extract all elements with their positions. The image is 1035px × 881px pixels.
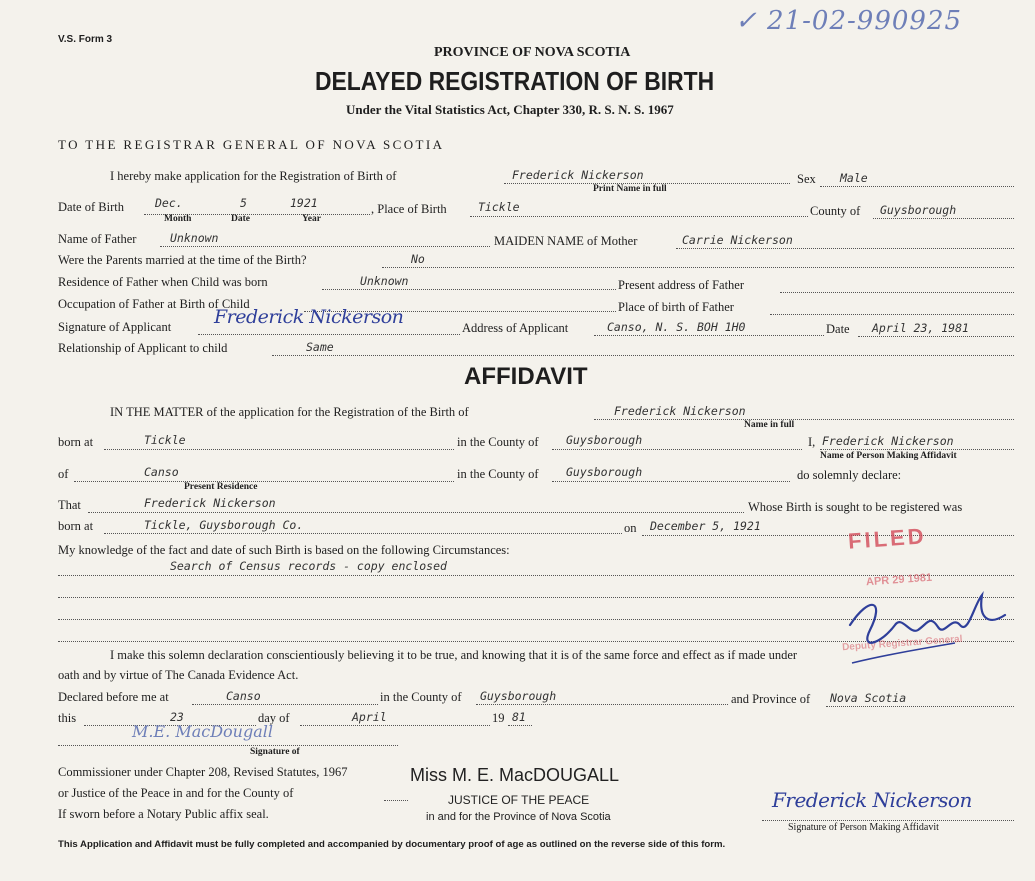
filed-stamp-date: APR 29 1981 [865, 571, 933, 589]
day-of-label: day of [258, 711, 290, 725]
born-at-value[interactable]: Tickle [144, 433, 186, 447]
matter-name-caption: Name in full [744, 420, 795, 430]
that-name[interactable]: Frederick Nickerson [144, 496, 276, 510]
on-label: on [624, 521, 637, 535]
signature-label: Signature of Applicant [58, 320, 172, 334]
declare-label: do solemnly declare: [797, 468, 902, 482]
child-name[interactable]: Frederick Nickerson [512, 168, 644, 182]
province-value[interactable]: Nova Scotia [830, 691, 907, 705]
address-value[interactable]: Canso, N. S. BOH 1H0 [607, 320, 746, 334]
date-value[interactable]: April 23, 1981 [872, 321, 969, 335]
page-title: DELAYED REGISTRATION OF BIRTH [315, 66, 715, 96]
jp-stamp-region: in and for the Province of Nova Scotia [426, 811, 611, 823]
filed-stamp-label: FILED [847, 523, 928, 554]
married-value[interactable]: No [411, 252, 425, 266]
mother-value[interactable]: Carrie Nickerson [682, 233, 793, 247]
residence-value[interactable]: Unknown [360, 274, 409, 288]
name-caption: Print Name in full [593, 184, 667, 194]
filed-stamp-office: Deputy Registrar General [841, 633, 963, 654]
declared-at-value[interactable]: Canso [226, 689, 261, 703]
address-label: Address of Applicant [462, 321, 569, 335]
whose-label: Whose Birth is sought to be registered was [748, 500, 963, 514]
date-label: Date [826, 322, 850, 336]
residence-value[interactable]: Canso [144, 465, 179, 479]
father-birthplace-label: Place of birth of Father [618, 300, 734, 314]
month-value[interactable]: April [352, 710, 387, 724]
commissioner-line-1: Commissioner under Chapter 208, Revised Statutes, 1967 [58, 765, 348, 779]
in-county-label-3: in the County of [380, 690, 462, 704]
commissioner-signature: M.E. MacDougall [132, 722, 273, 741]
sex-value[interactable]: Male [840, 171, 868, 185]
born-at-label-2: born at [58, 519, 94, 533]
declaration-line-1: I make this solemn declaration conscientiously believing it to be true, and knowing that it is of the same force and effect as if made under [110, 648, 798, 662]
born-at-label: born at [58, 435, 94, 449]
that-label: That [58, 498, 81, 512]
of-label: of [58, 467, 69, 481]
place-of-birth-label: , Place of Birth [371, 202, 447, 216]
deponent-signature: Frederick Nickerson [772, 788, 972, 812]
place-of-birth[interactable]: Tickle [478, 200, 520, 214]
applicant-signature: Frederick Nickerson [214, 306, 404, 328]
in-county-label-2: in the County of [457, 467, 539, 481]
commissioner-line-3: If sworn before a Notary Public affix seal. [58, 807, 269, 821]
relationship-value[interactable]: Same [306, 340, 334, 354]
commissioner-line-2: or Justice of the Peace in and for the County of [58, 786, 294, 800]
residence-label: Residence of Father when Child was born [58, 275, 268, 289]
application-intro: I hereby make application for the Registration of Birth of [110, 169, 397, 183]
county-value[interactable]: Guysborough [880, 203, 957, 217]
in-county-label-1: in the County of [457, 435, 539, 449]
year-caption: Year [302, 214, 321, 224]
year-prefix: 19 [492, 711, 505, 725]
deponent-caption: Name of Person Making Affidavit [820, 451, 957, 461]
born-at-value-2[interactable]: Tickle, Guysborough Co. [144, 518, 304, 532]
dob-year[interactable]: 1921 [290, 196, 318, 210]
dob-month[interactable]: Dec. [155, 196, 183, 210]
declared-label: Declared before me at [58, 690, 169, 704]
father-value[interactable]: Unknown [170, 231, 219, 245]
matter-name[interactable]: Frederick Nickerson [614, 404, 746, 418]
on-date[interactable]: December 5, 1921 [650, 519, 761, 533]
father-label: Name of Father [58, 232, 137, 246]
year-suffix[interactable]: 81 [512, 710, 526, 724]
affidavit-heading: AFFIDAVIT [464, 363, 588, 390]
registrar-signature-icon [840, 585, 1020, 670]
deponent-name[interactable]: Frederick Nickerson [822, 434, 954, 448]
date-caption: Date [231, 214, 250, 224]
matter-label: IN THE MATTER of the application for the Registration of the Birth of [110, 405, 469, 419]
file-number: ✓ 21-02-990925 [735, 6, 963, 36]
dob-day[interactable]: 5 [240, 196, 247, 210]
subtitle: Under the Vital Statistics Act, Chapter 330, R. S. N. S. 1967 [346, 102, 674, 117]
relationship-label: Relationship of Applicant to child [58, 341, 228, 355]
sex-label: Sex [797, 172, 816, 186]
this-label: this [58, 711, 77, 725]
addressee: TO THE REGISTRAR GENERAL OF NOVA SCOTIA [58, 137, 445, 152]
footer-note: This Application and Affidavit must be fully completed and accompanied by documentary proof of age as outlined on the reverse side of this form. [58, 839, 726, 850]
form-id: V.S. Form 3 [58, 34, 113, 45]
month-caption: Month [164, 214, 192, 224]
mother-label: MAIDEN NAME of Mother [494, 234, 638, 248]
married-label: Were the Parents married at the time of the Birth? [58, 253, 307, 267]
signature-of-caption: Signature of [250, 747, 300, 757]
knowledge-label: My knowledge of the fact and date of such Birth is based on the following Circumstances: [58, 543, 510, 557]
province-label: and Province of [731, 692, 811, 706]
i-label: I, [808, 435, 816, 449]
day-value[interactable]: 23 [170, 710, 184, 724]
circumstances-value[interactable]: Search of Census records - copy enclosed [170, 559, 447, 573]
province-heading: PROVINCE OF NOVA SCOTIA [434, 45, 631, 60]
jp-stamp-title: JUSTICE OF THE PEACE [448, 793, 590, 807]
county-value-2[interactable]: Guysborough [566, 465, 643, 479]
deponent-signature-caption: Signature of Person Making Affidavit [788, 822, 939, 833]
county-value-3[interactable]: Guysborough [480, 689, 557, 703]
declaration-line-2: oath and by virtue of The Canada Evidence Act. [58, 668, 299, 682]
county-value-1[interactable]: Guysborough [566, 433, 643, 447]
present-address-label: Present address of Father [618, 278, 745, 292]
occupation-label: Occupation of Father at Birth of Child [58, 297, 250, 311]
dob-label: Date of Birth [58, 200, 124, 214]
county-label: County of [810, 204, 861, 218]
residence-caption: Present Residence [184, 482, 258, 492]
jp-stamp-name: Miss M. E. MacDOUGALL [410, 765, 620, 785]
